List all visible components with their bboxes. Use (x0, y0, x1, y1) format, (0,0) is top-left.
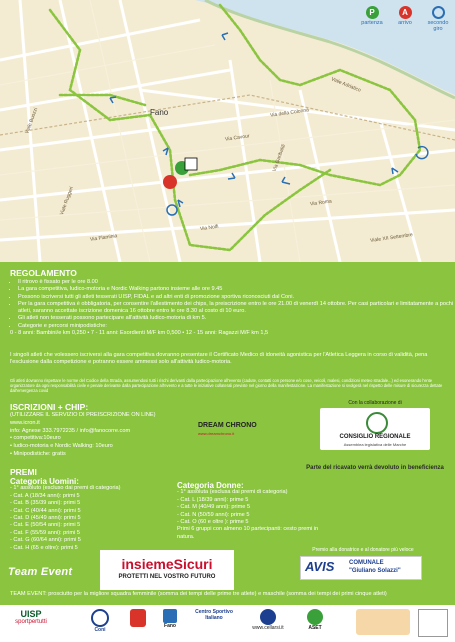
crest-icon (130, 609, 146, 627)
sponsor-name: sportpertutti (15, 619, 47, 625)
iscrizioni-details (10, 412, 210, 459)
iscrizioni-line: (UTILIZZARE IL SERVIZIO DI PREISCRIZIONE ON LINE) (10, 412, 156, 418)
insieme-name: insiemeSicuri (121, 556, 213, 572)
crest-logo (125, 609, 151, 627)
list-item: - Cat. N (50/59 anni): prime 5 (177, 511, 250, 518)
list-item: • Gli atleti non tesserati possono partecipare all'attività ludico-motoria di km 5. (18, 315, 455, 322)
cellarsi-logo (246, 609, 290, 631)
iscrizioni-line: • Minipodistiche: gratis (10, 450, 66, 457)
start-marker-icon: P (366, 6, 379, 19)
consiglio-name: CONSIGLIO REGIONALE (339, 434, 411, 440)
list-item: • Per la gara competitiva è obbligatoria, per consentire l'allestimento dei chips, la preiscrizione entro le ore 21.00 di venerdì 14 ottobre. Per casi particolari e limitatamente a pochi atleti, saranno accettate iscrizione domenica 16 ottobre entro le ore 8.30 al costo di 10 euro. (18, 301, 455, 316)
certificato-text: I singoli atleti che volessero iscriversi alla gara competitiva dovranno presentare il Certificato Medico di idoneità agonistica per l'Atletica Leggera in corso di validità, pena l'esclusione dalla competizione e potranno essere ammessi solo all'attività ludico-motoria. (10, 352, 428, 366)
sponsor-bar (0, 605, 455, 642)
finish-marker-icon: A (399, 6, 412, 19)
legend-label: arrivo (398, 20, 412, 26)
categoria-donne (177, 482, 337, 541)
disclaimer-note: Gli atleti dovranno rispettare le norme del Codice della Strada, assumendosi tutti i rischi derivanti dalla partecipazione all'evento (cadute, contatti con persone e/o cose, veicoli, malesi, condizioni meteo stradale...) ed esonerando l'ente organizzatore da ogni responsabilità civile e penale derivante dalla partecipazione all'evento e a tutte le iniziative collaterali previste nel giorno della manifestazione. La manifestazione si svolgerà nel rispetto delle misure di sicurezza dettate dall'emergenza covid (10, 378, 443, 393)
city-label: Fano (150, 108, 169, 117)
list-item: - Cat. A (18/34 anni): primi 5 (10, 492, 80, 499)
sponsor-name: UISP (20, 609, 42, 619)
list-item: - Cat. D (45/49 anni): primi 5 (10, 515, 81, 522)
iscrizioni-contact[interactable]: info: Agnese 333.7972235 / info@fanocorre.com (10, 427, 131, 434)
map-graphic (0, 0, 455, 262)
aset-logo (300, 609, 330, 631)
route-map (0, 0, 455, 262)
csi-logo (186, 609, 242, 621)
cellarsi-icon (260, 609, 276, 625)
loop-arrow-icon (432, 6, 445, 19)
categoria-title: Categoria Uomini: (10, 477, 79, 486)
dream-chrono-logo (198, 422, 273, 452)
fano-logo (158, 609, 182, 629)
list-item: - Cat. M (40/49 anni): prime 5 (177, 504, 251, 511)
iscrizioni-line: • competitiva:10euro (10, 435, 61, 442)
iscrizioni-title: ISCRIZIONI + CHIP: (10, 402, 89, 412)
list-item: - Cat. H (65 e oltre): primi 5 (10, 544, 78, 551)
street-label: Via Cavour (224, 133, 250, 143)
fano-crest-icon (163, 609, 177, 623)
dream-chrono-name: DREAM CHRONO (198, 422, 257, 429)
avis-logo (300, 556, 422, 580)
street-label: Viale Buozzi (24, 107, 40, 135)
street-label: Via Garibaldi (271, 143, 287, 173)
street-label: Via Nolfi (199, 223, 219, 233)
team-event-text: TEAM EVENT: prosciutto per la migliore squadra femminile (somma dei tempi delle prime tre atlete) e maschile (somma dei tempi dei primi cinque atleti) (10, 591, 387, 597)
list-item: - Cat. L (18/39 anni): prime 5 (177, 496, 249, 503)
building-icon (418, 609, 448, 637)
avis-name: AVIS (305, 559, 335, 574)
list-item: - Cat. F (55/59 anni): primi 5 (10, 529, 80, 536)
list-item: - Cat. O (60 e oltre ): prime 5 (177, 519, 249, 526)
consiglio-regionale-logo (320, 408, 430, 450)
premio-donatore-text: Premio alla donatrice e al donatore più veloce (312, 547, 414, 553)
rings-icon (91, 609, 109, 627)
list-item: • Possono iscriversi tutti gli atleti tesserati UISP, FIDAL e ad altri enti di promozione sportiva riconosciuti dal Coni. (18, 294, 455, 301)
avis-gs: "Giuliano Solazzi" (349, 568, 401, 574)
premi-title: PREMI (10, 467, 37, 477)
map-legend (359, 6, 451, 32)
list-item: - Cat. E (50/54 anni): primi 5 (10, 522, 81, 529)
collaborazione-title: Con la collaborazione di (348, 400, 402, 406)
team-event-logo: Team Event (8, 566, 73, 578)
list-item: • La gara competitiva, ludico-motoria e Nordic Walking partono insieme alle ore 9.45 (18, 286, 455, 293)
legend-partenza (359, 6, 385, 32)
legend-secondo-giro (425, 6, 451, 32)
sponsor-badge (356, 609, 410, 635)
legend-label: partenza (361, 20, 383, 26)
street-label: Viale Ruggeri (59, 185, 75, 217)
dream-chrono-url[interactable]: www.dreamchrono.it (198, 431, 235, 436)
consiglio-sub: Assemblea legislativa delle Marche (343, 442, 407, 447)
categoria-uomini (10, 478, 170, 552)
uisp-logo (6, 609, 56, 625)
regolamento-list (10, 279, 455, 337)
street-label: Via Flaminia (89, 233, 118, 243)
sponsor-name[interactable]: www.cellarsi.it (252, 625, 284, 631)
iscrizioni-link[interactable]: www.icron.it (10, 419, 40, 426)
coni-logo (85, 609, 115, 633)
avis-comunale: COMUNALE (349, 560, 384, 566)
list-item: - Cat. C (40/44 anni): primi 5 (10, 507, 81, 514)
categoria-title: Categoria Donne: (177, 481, 244, 490)
street-label: Via Roma (309, 198, 333, 208)
list-item: • Il ritrovo è fissato per le ore 8.00 (18, 279, 455, 286)
list-item: • Categorie e percorsi minipodistiche: (18, 323, 455, 330)
list-item: - Cat. B (35/39 anni): primi 5 (10, 500, 81, 507)
sponsor-name: Coni (94, 627, 106, 633)
street-label: Viale XII Settembre (369, 232, 414, 244)
list-item: - Cat. G (60/64 anni): primi 5 (10, 537, 81, 544)
street-label: Via della Colonna (269, 107, 310, 119)
insieme-tagline: PROTETTI NEL VOSTRO FUTURO (100, 574, 234, 580)
info-panel (0, 262, 455, 642)
sponsor-name: Fano (164, 623, 176, 629)
street-label: Viale Adriatico (330, 76, 362, 94)
list-item: - 1° assoluto (escluso dai premi di categoria) (10, 485, 121, 492)
collaborazione-block (305, 400, 445, 450)
insieme-sicuri-logo (100, 550, 234, 590)
sponsor-name: Centro Sportivo Italiano (195, 609, 233, 621)
emblem-icon (366, 412, 388, 434)
legend-arrivo (392, 6, 418, 32)
legend-label: secondo giro (427, 20, 449, 32)
list-item: - 1° assoluta (esclusa dai premi di categoria) (177, 489, 288, 496)
beneficienza-text: Parte del ricavato verrà devoluto in beneficienza (306, 465, 444, 471)
iscrizioni-line: • ludico-motoria e Nordic Walking: 10euro (10, 443, 113, 450)
list-item: 0 - 8 anni: Bambini/e km 0,250 • 7 - 11 anni: Esordienti M/F km 0,500 • 12 - 15 anni: Ragazzi M/F km 1,5 (10, 330, 269, 337)
aset-icon (307, 609, 323, 625)
regolamento-title: REGOLAMENTO (10, 268, 77, 278)
sponsor-name: ASET (308, 625, 322, 631)
list-item: Primi 6 gruppi con almeno 10 partecipanti: cesto premi in natura. (177, 526, 319, 540)
